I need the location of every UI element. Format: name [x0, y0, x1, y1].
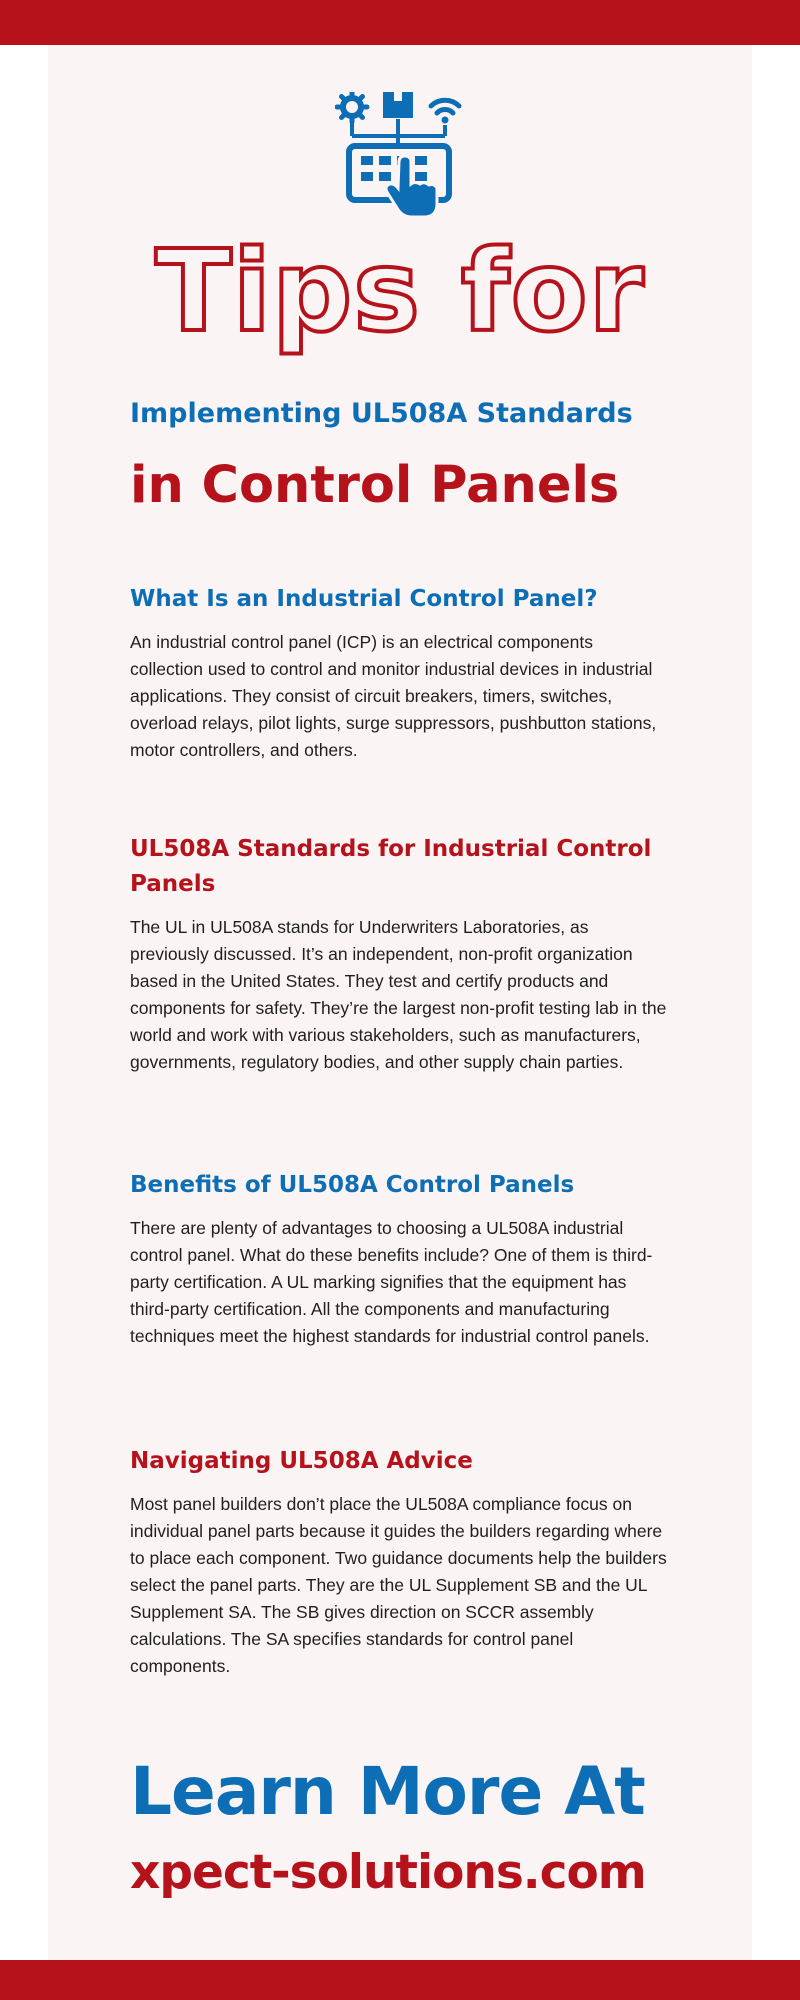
section-heading: UL508A Standards for Industrial Control Panels — [130, 836, 652, 897]
headline-tips-for: Tips for — [155, 227, 645, 357]
section-body: There are plenty of advantages to choosing a UL508A industrial control panel. What do these benefits include? One of them is third-party certification. A UL marking signifies that the equipment has third-party certification. All the components and manufacturing techniques meet the highest standards for industrial control panels. — [130, 1218, 653, 1346]
section-navigating-advice — [130, 1444, 670, 1680]
website-link[interactable]: xpect-solutions.com — [130, 1845, 646, 1900]
section-body: An industrial control panel (ICP) is an electrical components collection used to control and monitor industrial devices in industrial applications. They consist of circuit breakers, timers, switches, overload relays, pilot lights, surge suppressors, pushbutton stations, motor controllers, and others. — [130, 632, 657, 760]
section-heading: What Is an Industrial Control Panel? — [130, 586, 598, 612]
section-benefits — [130, 1168, 670, 1350]
headline-subtitle: Implementing UL508A Standards — [130, 398, 633, 429]
top-color-band — [0, 0, 800, 45]
headline-main: in Control Panels — [130, 456, 620, 515]
section-ul508a-standards — [130, 832, 670, 1076]
learn-more-heading: Learn More At — [130, 1753, 645, 1830]
section-body: Most panel builders don’t place the UL508A compliance focus on individual panel parts because it guides the builders regarding where to place each component. Two guidance documents help the builders select the panel parts. They are the UL Supplement SB and the UL Supplement SA. The SB gives direction on SCCR assembly calculations. The SA specifies standards for control panel components. — [130, 1494, 667, 1676]
section-body: The UL in UL508A stands for Underwriters Laboratories, as previously discussed. It’s an independent, non-profit organization based in the United States. They test and certify products and components for safety. They’re the largest non-profit testing lab in the world and work with various stakeholders, such as manufacturers, governments, regulatory bodies, and other supply chain parties. — [130, 917, 667, 1072]
section-what-is-icp — [130, 582, 670, 764]
control-panel-automation-icon — [335, 92, 465, 217]
bottom-color-band — [0, 1960, 800, 2000]
section-heading: Benefits of UL508A Control Panels — [130, 1172, 575, 1198]
section-heading: Navigating UL508A Advice — [130, 1448, 473, 1474]
